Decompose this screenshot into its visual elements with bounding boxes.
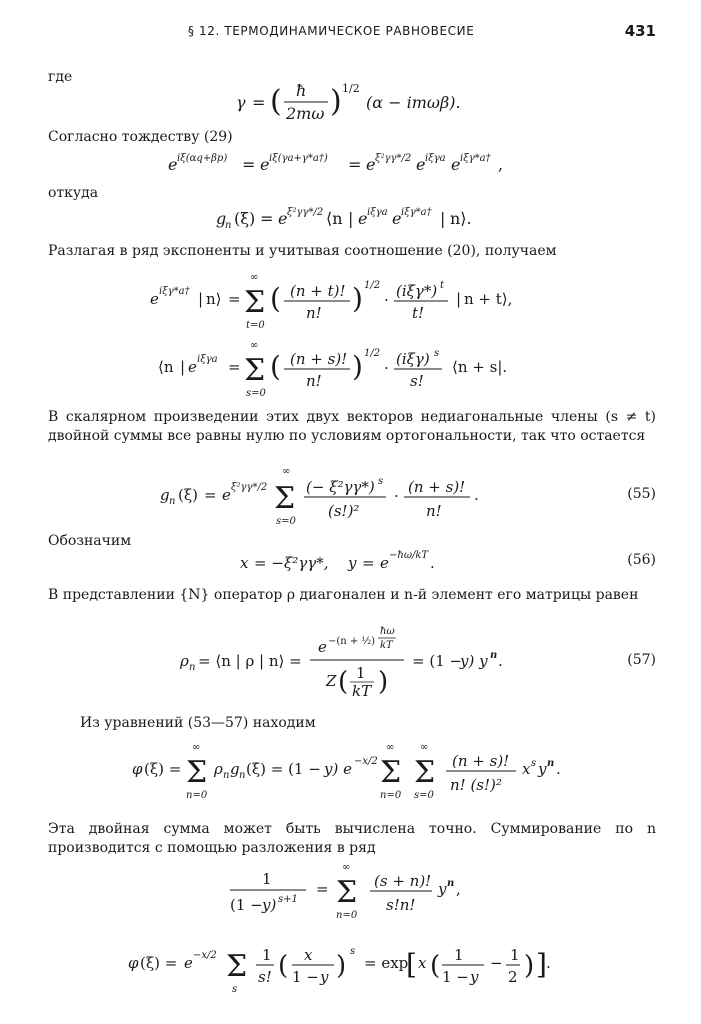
svg-text:−x/2: −x/2 xyxy=(193,950,217,961)
svg-text:= −: = − xyxy=(254,554,284,572)
svg-text:−x/2: −x/2 xyxy=(354,756,378,767)
svg-text:s: s xyxy=(434,348,440,359)
svg-text:y) e: y) e xyxy=(324,760,352,778)
svg-text:(n + t)!: (n + t)! xyxy=(290,282,346,300)
svg-text:|: | xyxy=(456,290,462,308)
svg-text:φ: φ xyxy=(128,954,139,972)
equation-series xyxy=(226,858,516,924)
svg-text:−: − xyxy=(490,954,503,972)
svg-text:(ξ) =: (ξ) = xyxy=(140,954,178,972)
svg-text:.: . xyxy=(430,554,435,572)
svg-text:): ) xyxy=(352,350,363,383)
svg-text:e: e xyxy=(278,209,288,228)
svg-text:∞: ∞ xyxy=(282,466,291,477)
svg-text:s!n!: s!n! xyxy=(386,896,416,914)
svg-text:e: e xyxy=(168,155,178,174)
svg-text:−ħω/kT: −ħω/kT xyxy=(389,550,429,561)
svg-text:Σ: Σ xyxy=(244,353,266,388)
svg-text:y: y xyxy=(470,968,479,986)
svg-text:⟨n + s|.: ⟨n + s|. xyxy=(452,358,508,376)
svg-text:(ξ): (ξ) xyxy=(178,486,198,504)
svg-text:⟨n: ⟨n xyxy=(158,358,174,376)
svg-text:1 −: 1 − xyxy=(442,968,469,986)
text-identity: Согласно тождеству (29) xyxy=(48,129,233,145)
svg-text:Σ: Σ xyxy=(336,875,358,910)
svg-text:): ) xyxy=(524,951,535,981)
svg-text:iξγ*a†: iξγ*a† xyxy=(401,207,432,218)
svg-text:Z: Z xyxy=(326,672,337,690)
svg-text:kT: kT xyxy=(352,682,372,700)
svg-text:n!: n! xyxy=(306,372,322,390)
svg-text:(iξγ*): (iξγ*) xyxy=(396,282,438,300)
svg-text:·: · xyxy=(384,359,389,377)
svg-text:(s!)²: (s!)² xyxy=(328,502,360,520)
svg-text:n⟩: n⟩ xyxy=(206,290,222,308)
equation-gn xyxy=(216,200,516,232)
svg-text:.: . xyxy=(556,760,561,778)
svg-text:(n + s)!: (n + s)! xyxy=(290,350,348,368)
svg-text:φ: φ xyxy=(132,760,143,778)
svg-text:n! (s!)²: n! (s!)² xyxy=(450,776,502,794)
svg-text:g: g xyxy=(230,760,240,778)
running-title: § 12. ТЕРМОДИНАМИЧЕСКОЕ РАВНОВЕСИЕ xyxy=(188,24,475,38)
svg-text:.: . xyxy=(546,954,551,972)
svg-text:=: = xyxy=(362,554,375,572)
equation-identity xyxy=(168,148,618,178)
svg-text:Σ: Σ xyxy=(274,481,296,516)
svg-text:= (1 −: = (1 − xyxy=(412,652,463,670)
svg-text:(ξ): (ξ) xyxy=(234,209,256,228)
svg-text:e: e xyxy=(184,954,193,972)
svg-text:|: | xyxy=(198,290,204,308)
svg-text:−(n + ½): −(n + ½) xyxy=(328,636,376,647)
page-number: 431 xyxy=(624,22,656,40)
svg-text:=: = xyxy=(228,290,241,308)
svg-text:(n + s)!: (n + s)! xyxy=(408,478,466,496)
text-gde: где xyxy=(48,69,73,85)
svg-text:x: x xyxy=(304,946,313,964)
svg-text:e: e xyxy=(380,554,389,572)
svg-text:ρ: ρ xyxy=(180,652,189,670)
svg-text:s!: s! xyxy=(258,968,272,986)
text-double-sum: Эта двойная сумма может быть вычислена точно. Суммирование по n производится с помощью разложения в ряд xyxy=(48,821,656,856)
svg-text:∞: ∞ xyxy=(386,742,395,753)
equation-55 xyxy=(160,464,560,528)
svg-text:1/2: 1/2 xyxy=(364,280,381,291)
svg-text:(1 −: (1 − xyxy=(230,896,263,914)
equation-phi-exp xyxy=(128,930,598,998)
svg-text:·: · xyxy=(384,291,389,309)
svg-text:(: ( xyxy=(270,350,281,383)
svg-text:s: s xyxy=(350,946,356,957)
equation-57 xyxy=(180,622,540,702)
svg-text:1/2: 1/2 xyxy=(364,348,381,359)
svg-text:=: = xyxy=(252,93,266,112)
svg-text:Σ: Σ xyxy=(380,755,402,790)
svg-text:ξ²γγ*/2: ξ²γγ*/2 xyxy=(375,153,412,164)
svg-text:e: e xyxy=(451,155,461,174)
svg-text:= ⟨n | ρ | n⟩ =: = ⟨n | ρ | n⟩ = xyxy=(198,652,302,670)
svg-text:(− ξ²γγ*): (− ξ²γγ*) xyxy=(306,478,375,496)
svg-text:e: e xyxy=(358,209,368,228)
svg-text:s=0: s=0 xyxy=(414,790,434,801)
svg-text:n: n xyxy=(447,878,455,889)
svg-text:n: n xyxy=(189,662,196,673)
svg-text:1: 1 xyxy=(262,946,272,964)
svg-text:s: s xyxy=(378,476,384,487)
svg-text:|: | xyxy=(440,209,446,228)
svg-text:Σ: Σ xyxy=(226,949,248,984)
svg-text:n=0: n=0 xyxy=(186,790,208,801)
svg-text:=: = xyxy=(228,358,241,376)
svg-text:1/2: 1/2 xyxy=(342,82,360,95)
svg-text:(ξ) =: (ξ) = xyxy=(144,760,182,778)
svg-text:ξ²γγ*,: ξ²γγ*, xyxy=(284,554,329,572)
svg-text:,: , xyxy=(456,880,461,898)
svg-text:t: t xyxy=(440,280,445,291)
svg-text:(: ( xyxy=(430,951,441,981)
svg-text:y): y) xyxy=(262,896,277,914)
svg-text:(iξγ): (iξγ) xyxy=(396,350,430,368)
equation-number-56: (56) xyxy=(627,552,656,568)
svg-text:1: 1 xyxy=(262,870,272,888)
svg-text:t!: t! xyxy=(412,304,425,322)
svg-text:=: = xyxy=(204,486,217,504)
svg-text:(: ( xyxy=(270,282,281,315)
equation-phi-sum xyxy=(132,738,602,804)
text-otkuda: откуда xyxy=(48,185,99,201)
svg-text:e: e xyxy=(188,358,197,376)
equation-56 xyxy=(240,546,500,576)
svg-text:.: . xyxy=(474,486,479,504)
text-scalar-product: В скалярном произведении этих двух векторов недиагональные члены (s ≠ t) двойной суммы все равны нулю по условиям ортогональности, так что остается xyxy=(48,409,656,444)
svg-text:2: 2 xyxy=(508,968,518,986)
svg-text:n: n xyxy=(547,758,555,769)
svg-text:x: x xyxy=(240,554,249,572)
svg-text:(: ( xyxy=(338,667,349,697)
svg-text:s=0: s=0 xyxy=(276,516,296,527)
text-from-equations: Из уравнений (53—57) находим xyxy=(80,715,316,731)
svg-text:iξγa: iξγa xyxy=(367,207,388,218)
svg-text:n!: n! xyxy=(426,502,442,520)
svg-text:kT: kT xyxy=(380,640,393,651)
svg-text:∞: ∞ xyxy=(342,862,351,873)
text-representation: В представлении {N} оператор ρ диагонален и n-й элемент его матрицы равен xyxy=(48,587,639,603)
svg-text:e: e xyxy=(318,638,327,656)
svg-text:e: e xyxy=(150,290,159,308)
svg-text:e: e xyxy=(260,155,270,174)
text-expand: Разлагая в ряд экспоненты и учитывая соотношение (20), получаем xyxy=(48,243,557,259)
equation-number-57: (57) xyxy=(627,652,656,668)
svg-text:): ) xyxy=(336,951,347,981)
svg-text:γ: γ xyxy=(236,93,246,112)
svg-text:n: n xyxy=(169,496,176,507)
equation-number-55: (55) xyxy=(627,486,656,502)
svg-text:(s + n)!: (s + n)! xyxy=(374,872,432,890)
equation-expansion-ket xyxy=(150,268,570,334)
equation-gamma xyxy=(236,78,476,124)
svg-text:g: g xyxy=(216,209,227,228)
page-header xyxy=(48,22,656,44)
svg-text:): ) xyxy=(330,84,342,119)
svg-text:ħω: ħω xyxy=(380,626,395,637)
svg-text:2mω: 2mω xyxy=(286,104,325,123)
svg-text:n!: n! xyxy=(306,304,322,322)
svg-text:= exp: = exp xyxy=(364,954,409,972)
svg-text:s=0: s=0 xyxy=(246,388,266,399)
svg-text:e: e xyxy=(222,486,231,504)
svg-text:=: = xyxy=(260,209,274,228)
svg-text:⟨n: ⟨n xyxy=(326,209,343,228)
svg-text:]: ] xyxy=(536,948,547,981)
svg-text:(: ( xyxy=(278,951,289,981)
svg-text:s+1: s+1 xyxy=(278,894,298,905)
svg-text:1: 1 xyxy=(356,664,366,682)
svg-text:n=0: n=0 xyxy=(336,910,358,921)
svg-text:Σ: Σ xyxy=(186,755,208,790)
svg-text:|: | xyxy=(348,209,354,228)
svg-text:,: , xyxy=(498,155,504,174)
svg-text:iξ(γa+γ*a†): iξ(γa+γ*a†) xyxy=(269,153,328,164)
svg-text:e: e xyxy=(416,155,426,174)
svg-text:g: g xyxy=(160,486,170,504)
text-denote: Обозначим xyxy=(48,533,132,549)
svg-text:(: ( xyxy=(270,84,282,119)
svg-text:n⟩.: n⟩. xyxy=(450,209,472,228)
svg-text:(ξ) = (1 −: (ξ) = (1 − xyxy=(246,760,321,778)
svg-text:y) y: y) y xyxy=(460,652,488,670)
svg-text:s: s xyxy=(531,758,537,769)
svg-text:=: = xyxy=(316,880,329,898)
svg-text:e: e xyxy=(366,155,376,174)
svg-text:∞: ∞ xyxy=(250,272,259,283)
svg-text:iξγ*a†: iξγ*a† xyxy=(159,286,190,297)
svg-text:1 −: 1 − xyxy=(292,968,319,986)
svg-text:y: y xyxy=(438,880,447,898)
svg-text:=: = xyxy=(348,155,362,174)
svg-text:s!: s! xyxy=(410,372,424,390)
svg-text:Σ: Σ xyxy=(244,285,266,320)
svg-text:(α − imωβ).: (α − imωβ). xyxy=(366,93,461,112)
svg-text:1: 1 xyxy=(510,946,520,964)
svg-text:∞: ∞ xyxy=(250,340,259,351)
svg-text:∞: ∞ xyxy=(192,742,201,753)
svg-text:(n + s)!: (n + s)! xyxy=(452,752,510,770)
svg-text:y: y xyxy=(348,554,357,572)
svg-text:·: · xyxy=(394,487,399,505)
svg-text:.: . xyxy=(498,652,503,670)
svg-text:iξγa: iξγa xyxy=(197,354,218,365)
svg-text:[: [ xyxy=(406,948,417,981)
svg-text:iξ(αq+βp): iξ(αq+βp) xyxy=(177,153,228,164)
svg-text:ξ²γγ*/2: ξ²γγ*/2 xyxy=(287,207,324,218)
svg-text:ξ²γγ*/2: ξ²γγ*/2 xyxy=(231,482,268,493)
svg-text:n: n xyxy=(225,220,232,231)
svg-text:n: n xyxy=(239,770,246,781)
svg-text:ρ: ρ xyxy=(214,760,223,778)
svg-text:x: x xyxy=(418,954,427,972)
svg-text:n: n xyxy=(490,650,498,661)
svg-text:): ) xyxy=(352,282,363,315)
svg-text:n=0: n=0 xyxy=(380,790,402,801)
svg-text:x: x xyxy=(522,760,531,778)
svg-text:n + t⟩,: n + t⟩, xyxy=(464,290,513,308)
svg-text:ħ: ħ xyxy=(296,81,307,100)
svg-text:iξγ*a†: iξγ*a† xyxy=(460,153,491,164)
svg-text:∞: ∞ xyxy=(420,742,429,753)
svg-text:n: n xyxy=(223,770,230,781)
svg-text:): ) xyxy=(378,667,389,697)
svg-text:Σ: Σ xyxy=(414,755,436,790)
svg-text:t=0: t=0 xyxy=(246,320,265,331)
svg-text:iξγa: iξγa xyxy=(425,153,446,164)
svg-text:y: y xyxy=(538,760,547,778)
svg-text:=: = xyxy=(242,155,256,174)
svg-text:1: 1 xyxy=(454,946,464,964)
svg-text:|: | xyxy=(180,358,186,376)
equation-expansion-bra xyxy=(150,336,570,402)
svg-text:y: y xyxy=(320,968,329,986)
svg-text:s: s xyxy=(232,984,238,995)
svg-text:e: e xyxy=(392,209,402,228)
